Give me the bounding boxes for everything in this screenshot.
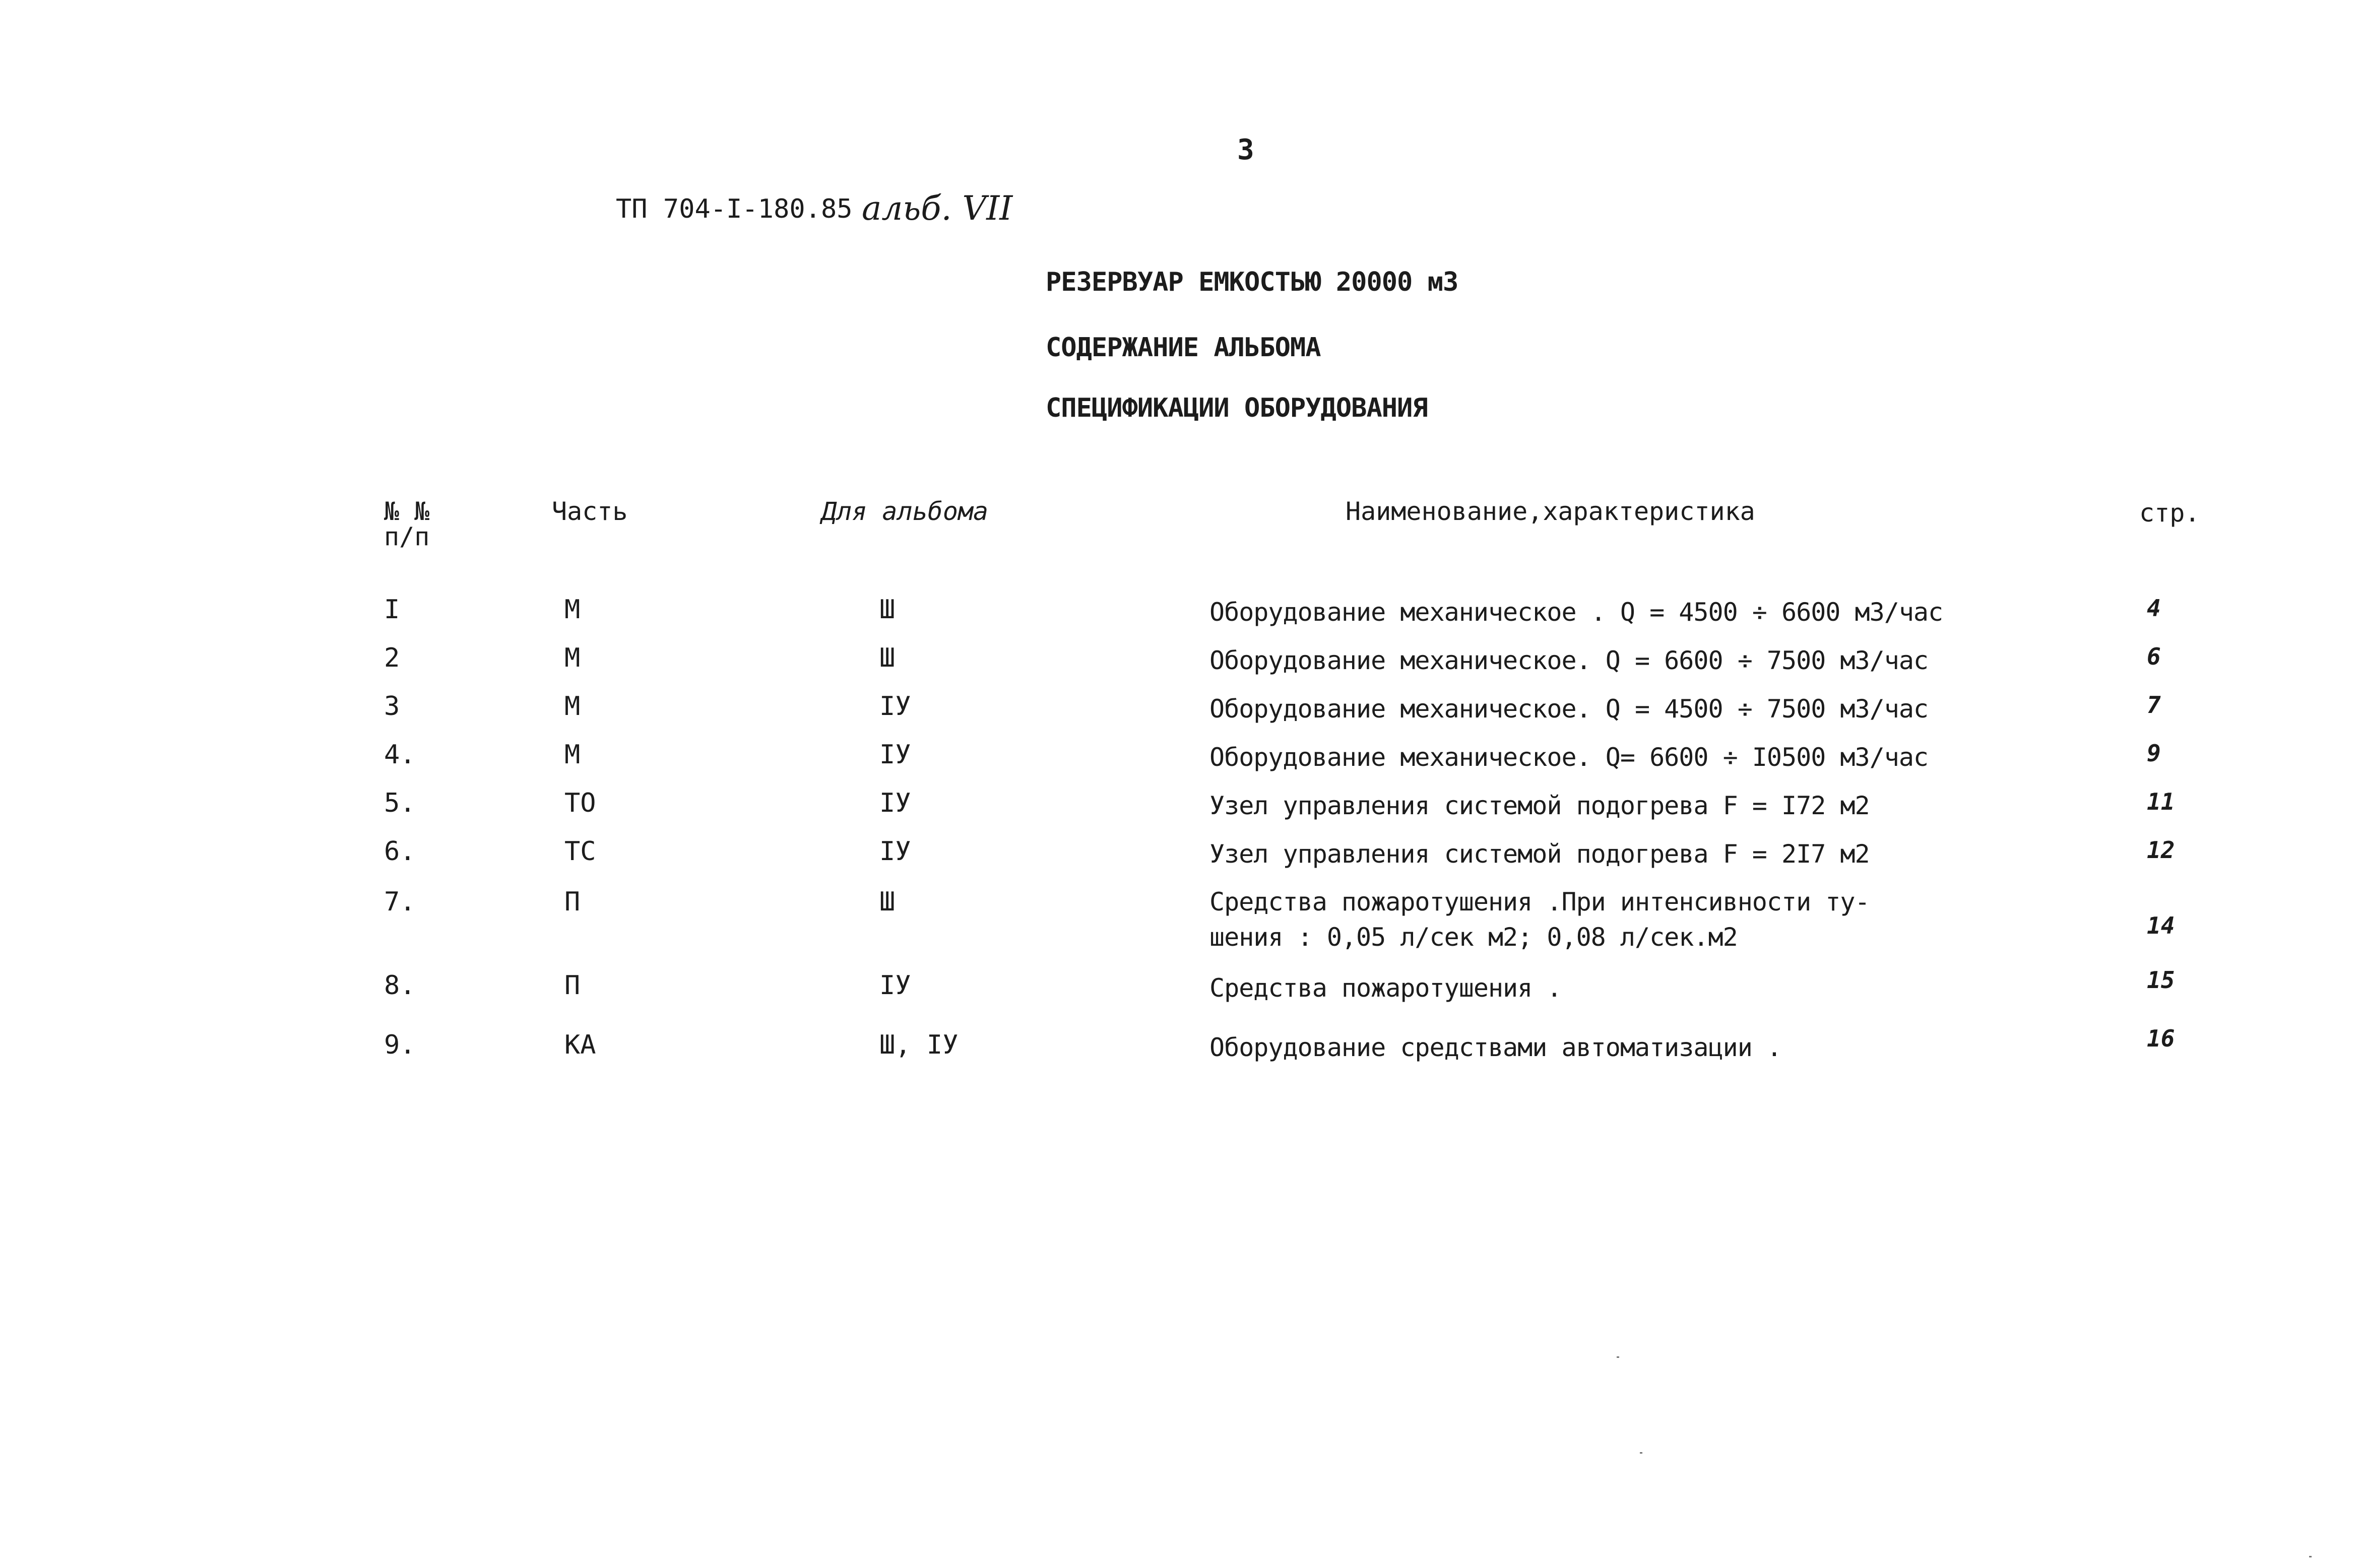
column-header-album: Для альбома bbox=[821, 497, 989, 526]
title-reservoir: РЕЗЕРВУАР ЕМКОСТЬЮ 20000 м3 bbox=[1046, 267, 1458, 297]
row-7-name-line2: шения : 0,05 л/сек м2; 0,08 л/сек.м2 bbox=[1209, 923, 1738, 952]
row-6-page: 12 bbox=[2147, 836, 2175, 864]
row-1-page: 4 bbox=[2147, 595, 2161, 622]
row-6-number: 6. bbox=[384, 836, 416, 867]
row-5-album: IУ bbox=[879, 788, 911, 818]
row-4-number: 4. bbox=[384, 740, 416, 770]
row-1-number: I bbox=[384, 595, 400, 625]
row-4-part: М bbox=[564, 740, 581, 770]
row-9-album: Ш, IУ bbox=[879, 1030, 959, 1060]
row-9-part: КА bbox=[564, 1030, 596, 1060]
row-4-name: Оборудование механическое. Q= 6600 ÷ I0500 м3/час bbox=[1209, 743, 1929, 772]
row-1-part: М bbox=[564, 595, 581, 625]
row-8-name: Средства пожаротушения . bbox=[1209, 973, 1562, 1003]
row-6-name: Узел управления системой подогрева F = 2I7 м2 bbox=[1209, 839, 1870, 869]
row-1-album: Ш bbox=[879, 595, 896, 625]
row-2-name: Оборудование механическое. Q = 6600 ÷ 7500 м3/час bbox=[1209, 646, 1929, 675]
row-3-part: М bbox=[564, 691, 581, 722]
row-9-page: 16 bbox=[2147, 1025, 2175, 1052]
row-5-name: Узел управления системой подогрева F = I72 м2 bbox=[1209, 791, 1870, 820]
row-2-album: Ш bbox=[879, 643, 896, 673]
row-7-name-line1: Средства пожаротушения .При интенсивности ту- bbox=[1209, 887, 1870, 917]
column-header-number-line1: № № bbox=[384, 497, 430, 526]
row-9-number: 9. bbox=[384, 1030, 416, 1060]
row-7-page: 14 bbox=[2147, 912, 2175, 939]
row-6-part: ТС bbox=[564, 836, 596, 867]
row-4-page: 9 bbox=[2147, 740, 2161, 767]
title-album-contents: СОДЕРЖАНИЕ АЛЬБОМА bbox=[1046, 333, 1321, 363]
row-5-page: 11 bbox=[2147, 788, 2175, 815]
album-handwritten-mark: альб. VII bbox=[862, 189, 1013, 228]
row-7-number: 7. bbox=[384, 887, 416, 917]
column-header-number bbox=[384, 499, 429, 549]
row-8-part: П bbox=[564, 970, 581, 1001]
scan-speck bbox=[2309, 1556, 2312, 1557]
page-number: 3 bbox=[1237, 134, 1254, 166]
row-4-album: IУ bbox=[879, 740, 911, 770]
column-header-part: Часть bbox=[552, 497, 628, 526]
column-header-page: стр. bbox=[2139, 498, 2200, 528]
row-3-number: 3 bbox=[384, 691, 400, 722]
row-5-part: ТО bbox=[564, 788, 596, 818]
row-3-album: IУ bbox=[879, 691, 911, 722]
row-1-name: Оборудование механическое . Q = 4500 ÷ 6600 м3/час bbox=[1209, 598, 1943, 627]
row-7-part: П bbox=[564, 887, 581, 917]
row-7-album: Ш bbox=[879, 887, 896, 917]
row-6-album: IУ bbox=[879, 836, 911, 867]
row-2-number: 2 bbox=[384, 643, 400, 673]
row-9-name: Оборудование средствами автоматизации . bbox=[1209, 1033, 1781, 1062]
title-equipment-specs: СПЕЦИФИКАЦИИ ОБОРУДОВАНИЯ bbox=[1046, 393, 1428, 423]
scan-speck bbox=[1617, 1356, 1619, 1358]
row-5-number: 5. bbox=[384, 788, 416, 818]
row-8-page: 15 bbox=[2147, 966, 2175, 994]
row-3-page: 7 bbox=[2147, 691, 2161, 718]
row-8-album: IУ bbox=[879, 970, 911, 1001]
row-2-page: 6 bbox=[2147, 643, 2161, 670]
row-3-name: Оборудование механическое. Q = 4500 ÷ 7500 м3/час bbox=[1209, 694, 1929, 724]
column-header-name: Наименование,характеристика bbox=[1346, 497, 1755, 526]
row-7-name bbox=[1209, 884, 1870, 955]
row-8-number: 8. bbox=[384, 970, 416, 1001]
row-2-part: М bbox=[564, 643, 581, 673]
document-code: ТП 704-I-180.85 bbox=[616, 194, 853, 224]
scan-speck bbox=[1640, 1452, 1642, 1454]
column-header-number-line2: п/п bbox=[384, 522, 430, 551]
